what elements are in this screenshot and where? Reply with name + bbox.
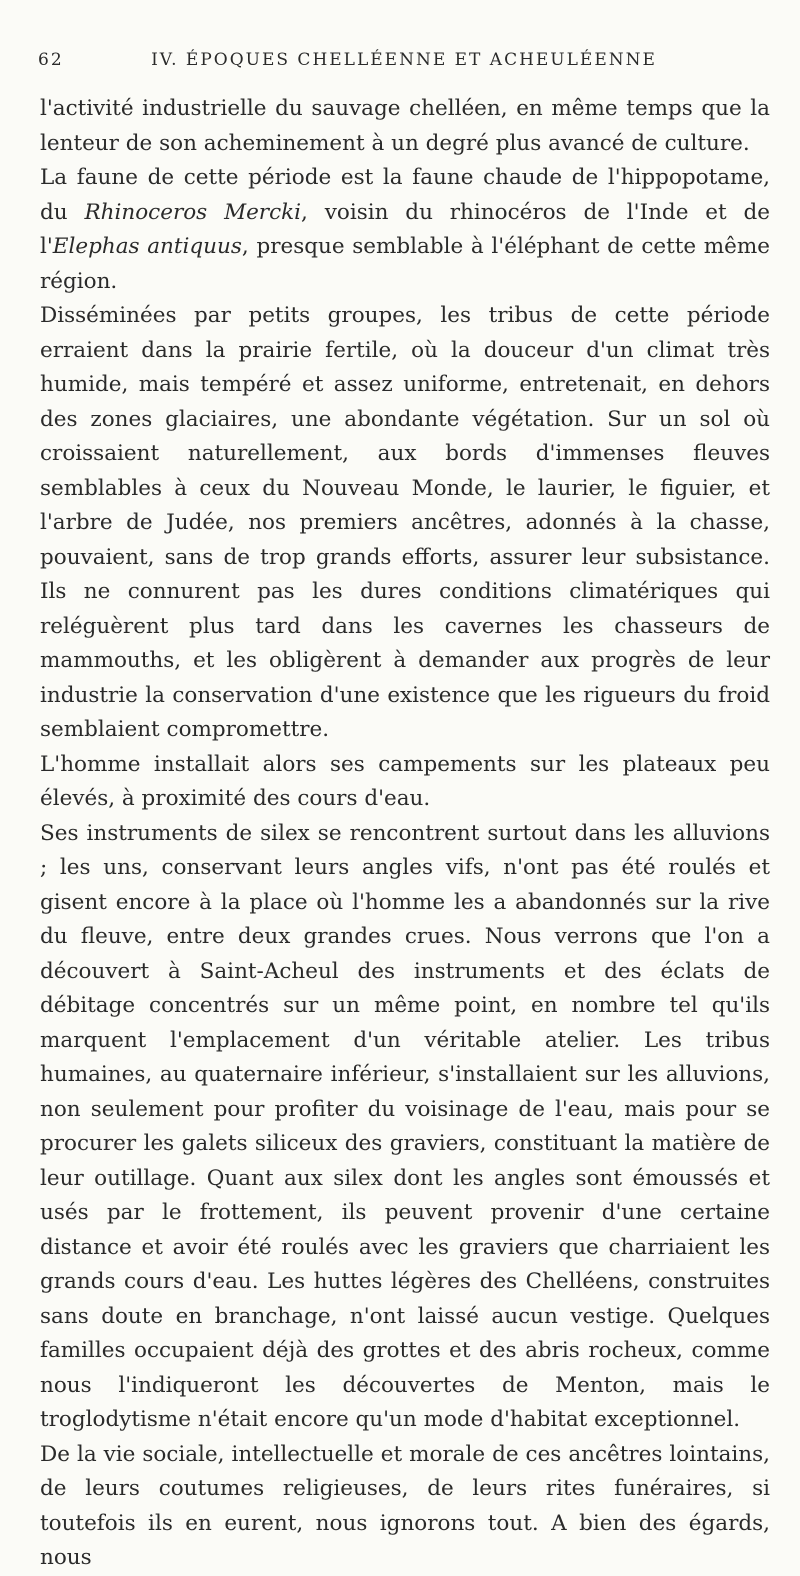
paragraph [40, 817, 770, 1438]
text-segment: l'activité industrielle du sauvage chelléen, en même temps que la lenteur de son acheminement à un degré plus avancé de culture. [40, 96, 770, 156]
text-segment: De la vie sociale, intellectuelle et morale de ces ancêtres lointains, de leurs coutumes religieuses, de leurs rites funéraires, si toutefois ils en eurent, nous ignorons tout. A bien des égards, nous [40, 1441, 770, 1570]
text-segment: La faune de cette période est la faune chaude de l'hippopotame, du [40, 165, 770, 225]
body-text [40, 92, 770, 1576]
paragraph [40, 299, 770, 748]
page-header [38, 50, 770, 80]
paragraph [40, 748, 770, 817]
paragraph [40, 92, 770, 161]
text-segment: Ses instruments de silex se rencontrent surtout dans les alluvions ; les uns, conservant leurs angles vifs, n'ont pas été roulés et gisent encore à la place où l'homme les a abandonnés sur la rive du fleuve, entre deux grandes crues. Nous verrons que l'on a découvert à Saint-Acheul des instruments et des éclats de débitage concentrés sur un même point, en nombre tel qu'ils marquent l'emplacement d'un véritable atelier. Les tribus humaines, au quaternaire inférieur, s'installaient sur les alluvions, non seulement pour profiter du voisinage de l'eau, mais pour se procurer les galets siliceux des graviers, constituant la matière de leur outillage. Quant aux silex dont les angles sont émoussés et usés par le frottement, ils peuvent provenir d'une certaine distance et avoir été roulés avec les graviers que charriaient les grands cours d'eau. Les huttes légères des Chelléens, construites sans doute en branchage, n'ont laissé aucun vestige. Quelques familles occupaient déjà des grottes et des abris rocheux, comme nous l'indiqueront les découvertes de Menton, mais le troglodytisme n'était encore qu'un mode d'habitat exceptionnel. [40, 820, 770, 1432]
species-name: Rhinoceros Mercki [84, 199, 302, 225]
text-segment: L'homme installait alors ses campements sur les plateaux peu élevés, à proximité des cours d'eau. [40, 751, 770, 811]
text-segment: , voisin du rhinocéros de l'Inde et de l' [40, 199, 770, 259]
text-segment: Disséminées par petits groupes, les tribus de cette période erraient dans la prairie fertile, où la douceur d'un climat très humide, mais tempéré et assez uniforme, entretenait, en dehors des zones glaciaires, une abondante végétation. Sur un sol où croissaient naturellement, aux bords d'immenses fleuves semblables à ceux du Nouveau Monde, le laurier, le figuier, et l'arbre de Judée, nos premiers ancêtres, adonnés à la chasse, pouvaient, sans de trop grands efforts, assurer leur subsistance. Ils ne connurent pas les dures conditions climatériques qui reléguèrent plus tard dans les cavernes les chasseurs de mammouths, et les obligèrent à demander aux progrès de leur industrie la conservation d'une existence que les rigueurs du froid semblaient compromettre. [40, 303, 770, 742]
species-name: Elephas antiquus [52, 234, 242, 259]
paragraph [40, 161, 770, 299]
text-segment: , presque semblable à l'éléphant de cette même région. [40, 234, 770, 294]
page-number: 62 [38, 50, 64, 70]
paragraph [40, 1438, 770, 1576]
running-title: IV. ÉPOQUES CHELLÉENNE ET ACHEULÉENNE [151, 50, 657, 70]
